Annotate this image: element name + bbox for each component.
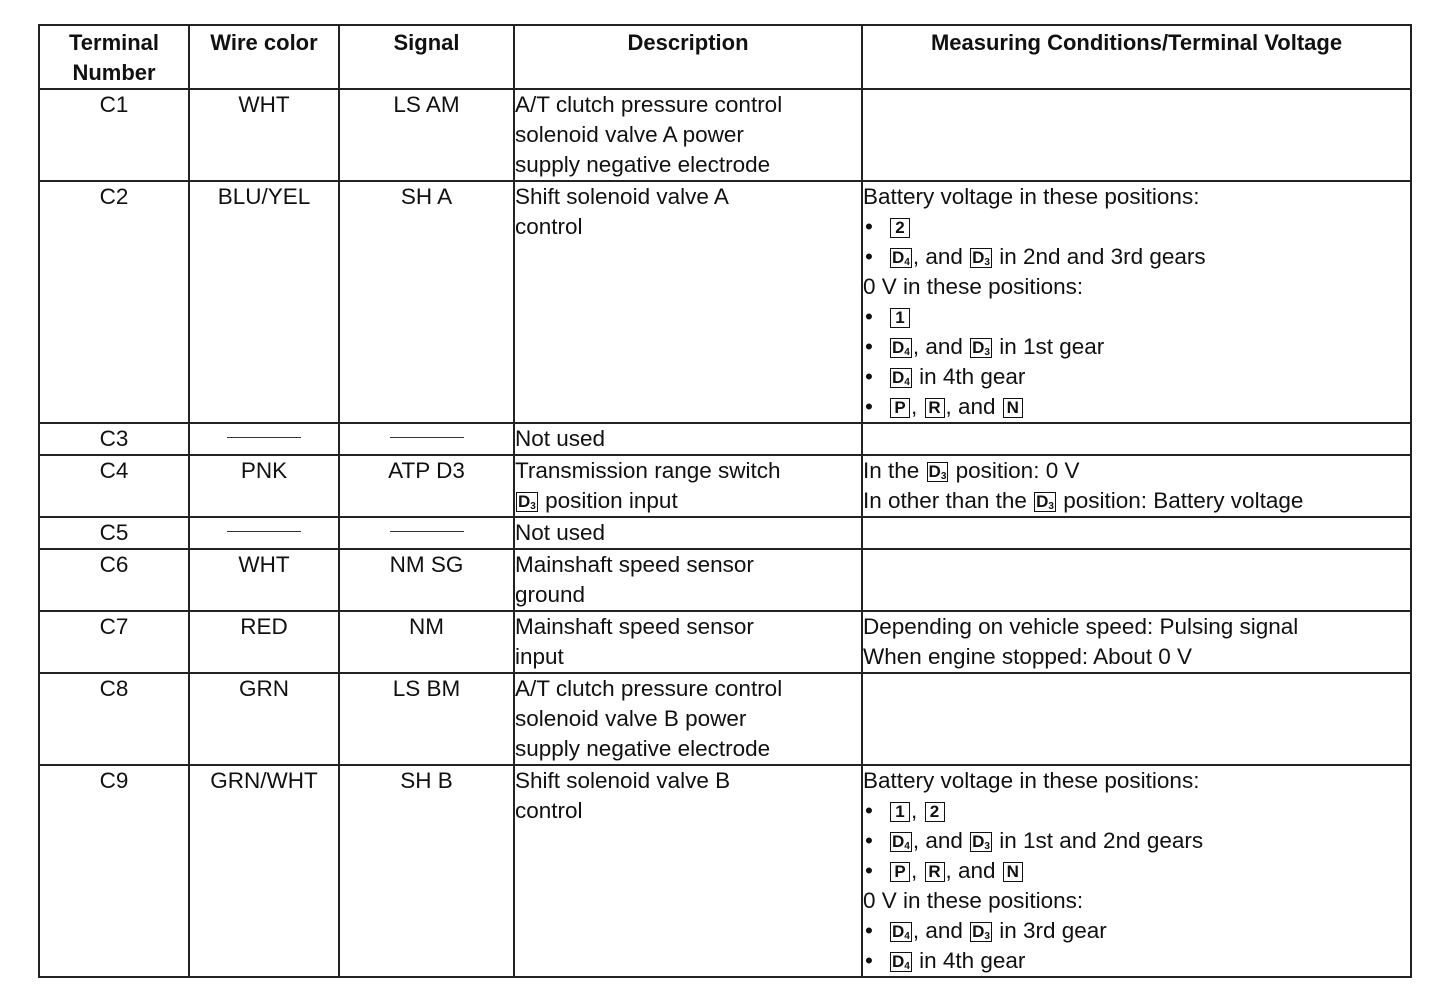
terminal-cell: C7	[39, 611, 189, 673]
header-description: Description	[514, 25, 862, 89]
terminal-cell: C4	[39, 455, 189, 517]
description-line	[515, 486, 861, 516]
description-line: A/T clutch pressure control	[515, 92, 783, 117]
header-measuring-conditions: Measuring Conditions/Terminal Voltage	[862, 25, 1411, 89]
position-symbol: $D_4$	[892, 922, 910, 942]
terminal-table	[38, 24, 1412, 978]
text-fragment: , and	[945, 858, 1002, 883]
signal-cell: NM SG	[339, 549, 514, 611]
wire-color-cell: GRN/WHT	[189, 765, 339, 977]
text-fragment: , and	[912, 244, 970, 269]
terminal-cell: C5	[39, 517, 189, 549]
position-symbol: $D_3$	[1036, 492, 1054, 512]
header-wire-color: Wire color	[189, 25, 339, 89]
text-fragment: in 4th gear	[912, 948, 1026, 973]
bullet-marker: •	[865, 364, 873, 389]
text-fragment: In other than the	[863, 488, 1034, 513]
wire-color-cell: GRN	[189, 673, 339, 765]
measuring-line	[863, 332, 1410, 362]
bullet-marker: •	[865, 244, 873, 269]
description-line: solenoid valve A power	[515, 122, 744, 147]
bullet-marker: •	[865, 948, 873, 973]
description-cell	[514, 765, 862, 977]
table-row	[39, 765, 1411, 977]
terminal-cell: C9	[39, 765, 189, 977]
text-fragment: ,	[911, 858, 924, 883]
position-symbol: P	[890, 398, 910, 418]
table-row	[39, 423, 1411, 455]
measuring-cell	[862, 673, 1411, 765]
signal-cell: LS AM	[339, 89, 514, 181]
position-symbol: $D_3$	[518, 492, 536, 512]
text-fragment: in 1st and 2nd gears	[992, 828, 1204, 853]
position-symbol: $D_3$	[972, 832, 990, 852]
text-fragment: , and	[912, 918, 970, 943]
table-row	[39, 455, 1411, 517]
measuring-line	[863, 456, 1410, 486]
text-fragment: ,	[911, 394, 924, 419]
signal-cell: ATP D3	[339, 455, 514, 517]
bullet-marker: •	[865, 858, 873, 883]
description-cell	[514, 549, 862, 611]
text-fragment: , and	[912, 334, 970, 359]
measuring-line	[863, 362, 1410, 392]
text-fragment: In the	[863, 458, 926, 483]
text-fragment: position input	[538, 488, 678, 513]
terminal-cell: C6	[39, 549, 189, 611]
bullet-marker: •	[865, 394, 873, 419]
description-line: solenoid valve B power	[515, 706, 747, 731]
table-row	[39, 89, 1411, 181]
measuring-line	[863, 212, 1410, 242]
signal-cell: SH B	[339, 765, 514, 977]
signal-cell: LS BM	[339, 673, 514, 765]
position-symbol: $D_3$	[972, 248, 990, 268]
table-row	[39, 517, 1411, 549]
position-symbol: R	[925, 862, 945, 882]
description-line: Not used	[515, 426, 606, 451]
position-symbol: $D_4$	[892, 832, 910, 852]
dash-line	[227, 531, 301, 532]
wire-color-cell	[189, 423, 339, 455]
description-line: ground	[515, 582, 586, 607]
description-line: Mainshaft speed sensor	[515, 552, 754, 577]
text-fragment: position: 0 V	[949, 458, 1080, 483]
text-fragment: in 4th gear	[912, 364, 1026, 389]
table-row	[39, 611, 1411, 673]
description-cell	[514, 517, 862, 549]
measuring-line	[863, 796, 1410, 826]
bullet-marker: •	[865, 828, 873, 853]
table-row	[39, 549, 1411, 611]
bullet-marker: •	[865, 798, 873, 823]
description-line: control	[515, 214, 583, 239]
signal-cell	[339, 517, 514, 549]
bullet-marker: •	[865, 304, 873, 329]
measuring-line: When engine stopped: About 0 V	[863, 644, 1192, 669]
text-fragment: position: Battery voltage	[1056, 488, 1304, 513]
header-signal: Signal	[339, 25, 514, 89]
measuring-cell	[862, 517, 1411, 549]
measuring-line	[863, 486, 1410, 516]
text-fragment: in 2nd and 3rd gears	[992, 244, 1206, 269]
measuring-line: 0 V in these positions:	[863, 274, 1084, 299]
description-cell	[514, 673, 862, 765]
wire-color-cell: RED	[189, 611, 339, 673]
measuring-line	[863, 856, 1410, 886]
text-fragment: ,	[911, 798, 924, 823]
description-cell	[514, 611, 862, 673]
position-symbol: P	[890, 862, 910, 882]
header-row	[39, 25, 1411, 89]
terminal-cell: C1	[39, 89, 189, 181]
description-cell	[514, 89, 862, 181]
dash-line	[227, 437, 301, 438]
position-symbol: 2	[890, 218, 910, 238]
terminal-cell: C3	[39, 423, 189, 455]
description-line: Shift solenoid valve B	[515, 768, 731, 793]
measuring-line	[863, 826, 1410, 856]
signal-cell: NM	[339, 611, 514, 673]
text-fragment: , and	[912, 828, 970, 853]
position-symbol: R	[925, 398, 945, 418]
position-symbol: $D_4$	[892, 248, 910, 268]
measuring-line: Depending on vehicle speed: Pulsing signal	[863, 614, 1299, 639]
description-line: Not used	[515, 520, 606, 545]
terminal-cell: C8	[39, 673, 189, 765]
wire-color-cell: BLU/YEL	[189, 181, 339, 423]
table-row	[39, 673, 1411, 765]
table-row	[39, 181, 1411, 423]
measuring-cell	[862, 423, 1411, 455]
position-symbol: $D_4$	[892, 338, 910, 358]
measuring-line: Battery voltage in these positions:	[863, 184, 1200, 209]
bullet-marker: •	[865, 334, 873, 359]
measuring-cell	[862, 765, 1411, 977]
description-line: A/T clutch pressure control	[515, 676, 783, 701]
text-fragment: in 3rd gear	[992, 918, 1107, 943]
measuring-line	[863, 302, 1410, 332]
description-cell	[514, 423, 862, 455]
position-symbol: 1	[890, 308, 910, 328]
signal-cell: SH A	[339, 181, 514, 423]
table-body	[39, 89, 1411, 977]
description-line: control	[515, 798, 583, 823]
description-cell	[514, 455, 862, 517]
text-fragment: Transmission range switch	[515, 458, 781, 483]
header-terminal-number: Terminal Number	[39, 25, 189, 89]
text-fragment: in 1st gear	[992, 334, 1105, 359]
wire-color-cell: PNK	[189, 455, 339, 517]
measuring-line: Battery voltage in these positions:	[863, 768, 1200, 793]
position-symbol: 2	[925, 802, 945, 822]
measuring-cell	[862, 549, 1411, 611]
measuring-cell	[862, 89, 1411, 181]
terminal-cell: C2	[39, 181, 189, 423]
position-symbol: $D_4$	[892, 368, 910, 388]
position-symbol: $D_3$	[928, 462, 947, 482]
dash-line	[390, 437, 464, 438]
measuring-line	[863, 242, 1410, 272]
position-symbol: N	[1003, 398, 1023, 418]
measuring-line	[863, 392, 1410, 422]
wire-color-cell	[189, 517, 339, 549]
bullet-marker: •	[865, 214, 873, 239]
measuring-line	[863, 946, 1410, 976]
description-line	[515, 456, 861, 486]
measuring-cell	[862, 181, 1411, 423]
description-cell	[514, 181, 862, 423]
dash-line	[390, 531, 464, 532]
description-line: supply negative electrode	[515, 736, 771, 761]
measuring-cell	[862, 611, 1411, 673]
description-line: Shift solenoid valve A	[515, 184, 729, 209]
description-line: supply negative electrode	[515, 152, 771, 177]
position-symbol: $D_3$	[972, 338, 990, 358]
measuring-cell	[862, 455, 1411, 517]
position-symbol: N	[1003, 862, 1023, 882]
position-symbol: 1	[890, 802, 910, 822]
measuring-line	[863, 916, 1410, 946]
measuring-line: 0 V in these positions:	[863, 888, 1084, 913]
text-fragment: , and	[945, 394, 1002, 419]
wire-color-cell: WHT	[189, 89, 339, 181]
position-symbol: $D_4$	[892, 952, 910, 972]
description-line: input	[515, 644, 564, 669]
bullet-marker: •	[865, 918, 873, 943]
wire-color-cell: WHT	[189, 549, 339, 611]
position-symbol: $D_3$	[972, 922, 990, 942]
signal-cell	[339, 423, 514, 455]
description-line: Mainshaft speed sensor	[515, 614, 754, 639]
